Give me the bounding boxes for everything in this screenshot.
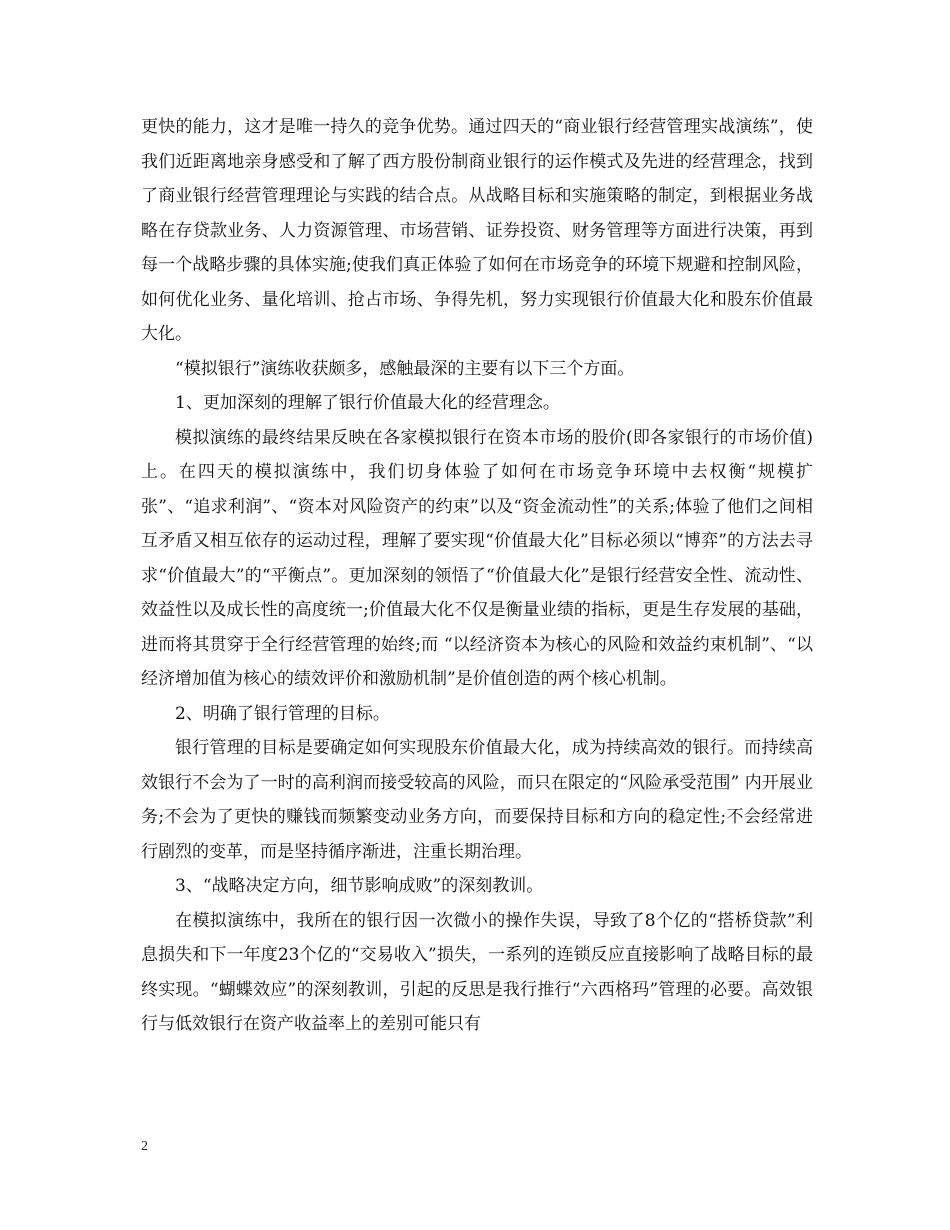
document-body xyxy=(141,110,813,1042)
paragraph-3: 模拟演练的最终结果反映在各家模拟银行在资本市场的股价(即各家银行的市场价值)上。在四天的模拟演练中，我们切身体验了如何在市场竞争环境中去权衡“规模扩张”、“追求利润”、“资本对风险资产的约束”以及“资金流动性”的关系;体验了他们之间相互矛盾又相互依存的运动过程，理解了要实现“价值最大化”目标必须以“博弈”的方法去寻求“价值最大”的“平衡点”。更加深刻的领悟了“价值最大化”是银行经营安全性、流动性、效益性以及成长性的高度统一;价值最大化不仅是衡量业绩的指标，更是生存发展的基础，进而将其贯穿于全行经营管理的始终;而 “以经济资本为核心的风险和效益约束机制”、“以经济增加值为核心的绩效评价和激励机制”是价值创造的两个核心机制。 xyxy=(141,427,813,689)
page-number: 2 xyxy=(141,1139,148,1154)
heading-point-3: 3、“战略决定方向，细节影响成败”的深刻教训。 xyxy=(175,876,544,896)
paragraph-1: 更快的能力，这才是唯一持久的竞争优势。通过四天的“商业银行经营管理实战演练”，使我们近距离地亲身感受和了解了西方股份制商业银行的运作模式及先进的经营理念，找到了商业银行经营管理理论与实践的结合点。从战略目标和实施策略的制定，到根据业务战略在存贷款业务、人力资源管理、市场营销、证券投资、财务管理等方面进行决策，再到每一个战略步骤的具体实施;使我们真正体验了如何在市场竞争的环境下规避和控制风险，如何优化业务、量化培训、抢占市场、争得先机，努力实现银行价值最大化和股东价值最大化。 xyxy=(141,117,813,344)
heading-point-1: 1、更加深刻的理解了银行价值最大化的经营理念。 xyxy=(175,393,560,413)
paragraph-5: 在模拟演练中，我所在的银行因一次微小的操作失误，导致了8个亿的“搭桥贷款”利息损失和下一年度23个亿的“交易收入”损失，一系列的连锁反应直接影响了战略目标的最终实现。“蝴蝶效应”的深刻教训，引起的反思是我行推行“六西格玛”管理的必要。高效银行与低效银行在资产收益率上的差别可能只有 xyxy=(141,910,813,1034)
paragraph-4: 银行管理的目标是要确定如何实现股东价值最大化，成为持续高效的银行。而持续高效银行不会为了一时的高利润而接受较高的风险，而只在限定的“风险承受范围” 内开展业务;不会为了更快的赚钱而频繁变动业务方向，而要保持目标和方向的稳定性;不会经常进行剧烈的变革，而是坚持循序渐进，注重长期治理。 xyxy=(141,738,813,862)
heading-point-2: 2、明确了银行管理的目标。 xyxy=(175,703,390,724)
paragraph-2: “模拟银行”演练收获颇多，感触最深的主要有以下三个方面。 xyxy=(175,358,635,379)
